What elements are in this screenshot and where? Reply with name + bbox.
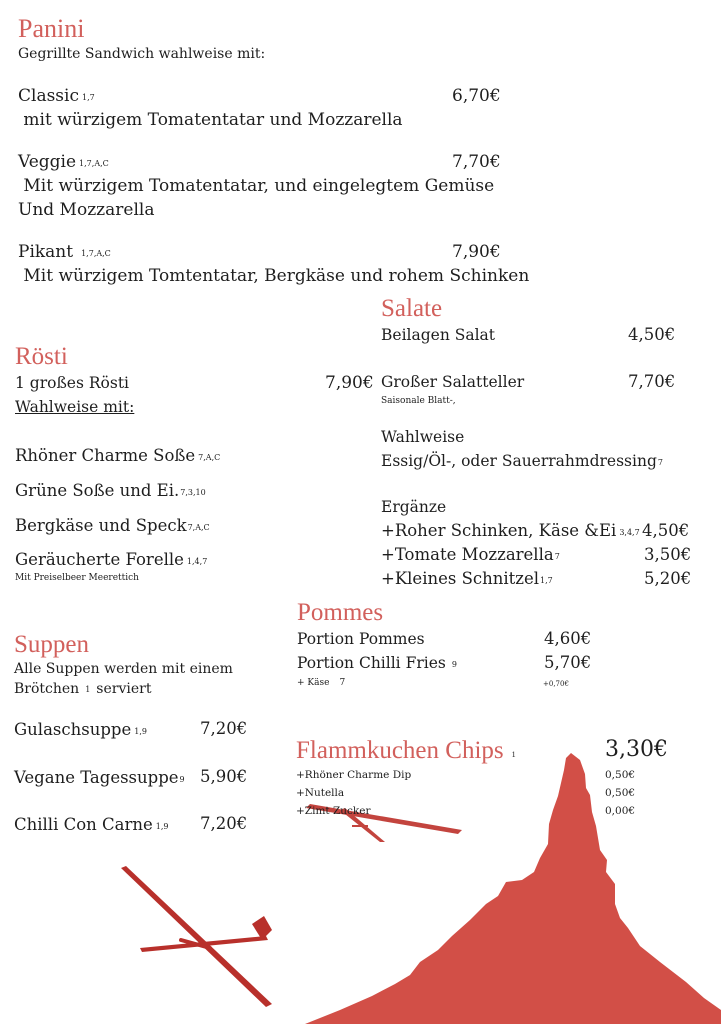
- roesti-price: 7,90€: [325, 373, 374, 393]
- item-name: Gulaschsuppe: [14, 720, 132, 739]
- salat-extra: [381, 521, 640, 540]
- salat-price: 7,70€: [628, 372, 676, 391]
- suppe-price: 7,20€: [200, 814, 248, 833]
- extra-name: +Kleines Schnitzel: [381, 569, 540, 588]
- allergen-note: 7: [554, 552, 560, 561]
- suppen-intro-2: [14, 681, 151, 697]
- pommes-item: [297, 654, 457, 672]
- allergen-note: 1,7: [540, 576, 553, 585]
- roesti-option: [15, 550, 207, 569]
- option-name: Geräucherte Forelle: [15, 550, 184, 569]
- extra-name: +Roher Schinken, Käse &Ei: [381, 521, 617, 540]
- suppen-heading: Suppen: [14, 631, 89, 658]
- allergen-note: 9: [179, 775, 185, 784]
- item-name: Portion Chilli Fries: [297, 654, 446, 672]
- roesti-option-note: Mit Preiselbeer Meerettich: [15, 573, 139, 583]
- roesti-choice-label: Wahlweise mit:: [15, 398, 135, 416]
- allergen-note: 1,7,A,C: [81, 249, 111, 258]
- allergen-note: 1,9: [134, 727, 147, 736]
- salat-extra-price: 5,20€: [644, 569, 692, 588]
- pommes-addon-price: +0,70€: [543, 680, 569, 688]
- roesti-option: [15, 481, 206, 500]
- suppe-price: 7,20€: [200, 719, 248, 738]
- panini-intro: Gegrillte Sandwich wahlweise mit:: [18, 46, 266, 62]
- pommes-addon: [297, 678, 345, 688]
- panini-desc-pikant: Mit würzigem Tomtentatar, Bergkäse und rohem Schinken: [18, 266, 530, 286]
- panini-item-pikant: [18, 242, 111, 262]
- suppe-price: 5,90€: [200, 767, 248, 786]
- allergen-note: 7,3,10: [180, 488, 206, 497]
- dressing-text: Essig/Öl-, oder Sauerrahmdressing: [381, 452, 657, 470]
- item-name: Pikant: [18, 242, 74, 262]
- salat-item: Beilagen Salat: [381, 326, 496, 344]
- item-name: Classic: [18, 86, 79, 106]
- flammkuchen-dip-price: 0,00€: [605, 805, 636, 817]
- flammkuchen-dip: +Nutella: [296, 787, 345, 799]
- item-name: Vegane Tagessuppe: [14, 768, 179, 787]
- pommes-price: 5,70€: [544, 653, 592, 672]
- allergen-note: 1: [511, 750, 516, 759]
- salate-heading: Salate: [381, 295, 443, 322]
- salat-extras-heading: Ergänze: [381, 498, 447, 516]
- flammkuchen-price: 3,30€: [605, 737, 668, 762]
- flammkuchen-dip: +Zimt Zucker: [296, 805, 371, 817]
- panini-desc-veggie-2: Und Mozzarella: [18, 200, 155, 220]
- panini-item-veggie: [18, 152, 109, 172]
- panini-price-veggie: 7,70€: [452, 152, 501, 172]
- roesti-option: [15, 446, 220, 465]
- allergen-note: 9: [451, 660, 457, 669]
- allergen-note: 7,A,C: [198, 453, 221, 462]
- glider-left-icon: [121, 866, 272, 1007]
- suppe-item: [14, 720, 147, 739]
- flammkuchen-dip-price: 0,50€: [605, 787, 636, 799]
- pommes-item: Portion Pommes: [297, 630, 425, 648]
- panini-heading: Panini: [18, 14, 85, 43]
- salat-dressing: [381, 452, 663, 470]
- panini-item-classic: [18, 86, 95, 106]
- salat-price: 4,50€: [628, 325, 676, 344]
- item-name: Chilli Con Carne: [14, 815, 153, 834]
- option-name: Bergkäse und Speck: [15, 516, 187, 535]
- roesti-heading: Rösti: [15, 343, 68, 370]
- mountain-illustration: [305, 753, 721, 1024]
- option-name: Grüne Soße und Ei.: [15, 481, 180, 500]
- salat-extra: [381, 569, 553, 588]
- allergen-note: 1,9: [155, 822, 169, 831]
- allergen-note: 7,A,C: [187, 523, 210, 532]
- intro-text: Brötchen: [14, 681, 80, 697]
- allergen-note: 1: [85, 685, 91, 694]
- salat-extra: [381, 545, 560, 564]
- allergen-note: 7: [339, 678, 346, 688]
- allergen-note: 1,7,A,C: [79, 159, 109, 168]
- flammkuchen-heading: [296, 737, 516, 765]
- heading-text: Flammkuchen Chips: [296, 737, 504, 764]
- salat-extra-price: 3,50€: [644, 545, 692, 564]
- flammkuchen-dip: +Rhöner Charme Dip: [296, 769, 412, 781]
- roesti-option: [15, 516, 210, 535]
- panini-desc-veggie: Mit würzigem Tomatentatar, und eingelegtem Gemüse: [18, 176, 495, 196]
- intro-text-end: serviert: [96, 681, 152, 697]
- pommes-price: 4,60€: [544, 629, 592, 648]
- salat-extra-price: 4,50€: [642, 521, 690, 540]
- panini-desc-classic: mit würzigem Tomatentatar und Mozzarella: [18, 110, 403, 130]
- allergen-note: 7: [657, 458, 663, 467]
- extra-name: +Tomate Mozzarella: [381, 545, 554, 564]
- addon-name: + Käse: [297, 678, 330, 688]
- roesti-item: 1 großes Rösti: [15, 374, 130, 392]
- item-name: Veggie: [18, 152, 77, 172]
- salat-note: Saisonale Blatt-,: [381, 396, 456, 406]
- salat-wahlweise: Wahlweise: [381, 428, 465, 446]
- panini-price-classic: 6,70€: [452, 86, 501, 106]
- flammkuchen-dip-price: 0,50€: [605, 769, 636, 781]
- pommes-heading: Pommes: [297, 599, 384, 626]
- allergen-note: 3,4,7: [619, 528, 640, 537]
- allergen-note: 1,7: [82, 93, 95, 102]
- suppe-item: [14, 815, 169, 834]
- panini-price-pikant: 7,90€: [452, 242, 501, 262]
- suppen-intro: Alle Suppen werden mit einem: [14, 661, 233, 677]
- option-name: Rhöner Charme Soße: [15, 446, 196, 465]
- salat-item: Großer Salatteller: [381, 373, 525, 391]
- allergen-note: 1,4,7: [186, 557, 208, 566]
- suppe-item: [14, 768, 185, 787]
